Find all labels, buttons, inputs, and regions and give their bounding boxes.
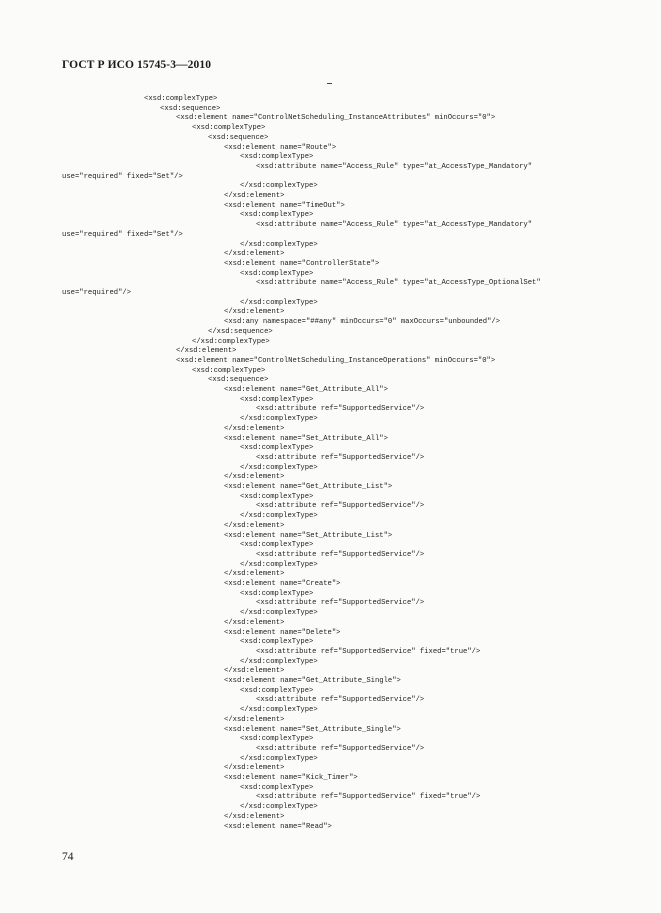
code-line: <xsd:element name="ControlNetScheduling_InstanceAttributes" minOccurs="0"> xyxy=(176,114,496,123)
code-line: </xsd:complexType> xyxy=(240,560,318,569)
code-line: <xsd:attribute ref="SupportedService"/> xyxy=(256,696,425,705)
code-line: </xsd:element> xyxy=(224,308,285,317)
code-line: <xsd:complexType> xyxy=(240,211,314,220)
code-line: </xsd:element> xyxy=(224,473,285,482)
code-line: <xsd:attribute ref="SupportedService"/> xyxy=(256,453,425,462)
code-line: </xsd:complexType> xyxy=(240,182,318,191)
code-line: <xsd:element name="Read"> xyxy=(224,822,332,831)
code-line: <xsd:element name="Set_Attribute_Single"> xyxy=(224,725,401,734)
code-line: <xsd:element name="Get_Attribute_Single"> xyxy=(224,677,401,685)
code-line: <xsd:sequence> xyxy=(160,104,221,113)
code-line: </xsd:element> xyxy=(224,618,285,627)
code-line: </xsd:element> xyxy=(224,715,285,724)
code-line: <xsd:attribute ref="SupportedService" fixed="true"/> xyxy=(256,647,481,656)
code-line: </xsd:complexType> xyxy=(240,706,318,715)
separator-dash xyxy=(327,83,332,84)
code-line: </xsd:complexType> xyxy=(240,754,318,763)
code-line: <xsd:element name="Set_Attribute_List"> xyxy=(224,531,393,540)
code-line: <xsd:attribute ref="SupportedService"/> xyxy=(256,405,425,414)
code-line: <xsd:element name="Get_Attribute_All"> xyxy=(224,386,388,394)
code-line: <xsd:complexType> xyxy=(144,95,218,103)
code-line: <xsd:element name="Set_Attribute_All"> xyxy=(224,434,388,443)
code-line: <xsd:complexType> xyxy=(240,492,314,501)
code-line: <xsd:attribute name="Access_Rule" type="at_AccessType_Mandatory" xyxy=(256,221,533,230)
code-line: use="required"/> xyxy=(62,289,132,297)
code-line: <xsd:element name="Get_Attribute_List"> xyxy=(224,483,393,491)
code-line: <xsd:complexType> xyxy=(192,124,266,133)
code-line: <xsd:any namespace="##any" minOccurs="0" maxOccurs="unbounded"/> xyxy=(224,318,501,327)
code-line: </xsd:element> xyxy=(224,570,285,579)
code-line: <xsd:attribute ref="SupportedService"/> xyxy=(256,550,425,559)
code-line: <xsd:attribute ref="SupportedService"/> xyxy=(256,599,425,608)
code-line: <xsd:complexType> xyxy=(240,589,314,598)
code-line: </xsd:element> xyxy=(224,424,285,433)
code-line: <xsd:attribute name="Access_Rule" type="at_AccessType_Mandatory" xyxy=(256,162,533,171)
code-line: <xsd:sequence> xyxy=(208,133,269,142)
page-number: 74 xyxy=(62,851,74,863)
code-line: <xsd:sequence> xyxy=(208,376,269,385)
code-line: </xsd:complexType> xyxy=(240,463,318,472)
code-line: <xsd:complexType> xyxy=(192,366,266,375)
code-line: <xsd:complexType> xyxy=(240,269,314,278)
code-line: </xsd:complexType> xyxy=(240,803,318,812)
code-line: </xsd:complexType> xyxy=(240,657,318,666)
code-line: </xsd:element> xyxy=(176,347,237,356)
code-line: <xsd:element name="Create"> xyxy=(224,580,341,588)
code-line: <xsd:complexType> xyxy=(240,153,314,162)
code-line: </xsd:element> xyxy=(224,812,285,821)
code-line: </xsd:element> xyxy=(224,667,285,676)
code-line: </xsd:element> xyxy=(224,192,285,200)
code-line: <xsd:complexType> xyxy=(240,783,314,792)
code-line: <xsd:attribute ref="SupportedService"/> xyxy=(256,744,425,753)
page-header-title: ГОСТ Р ИСО 15745-3—2010 xyxy=(62,59,212,71)
code-line: <xsd:attribute ref="SupportedService"/> xyxy=(256,502,425,511)
code-line: <xsd:complexType> xyxy=(240,638,314,647)
code-line: </xsd:complexType> xyxy=(240,298,318,307)
code-line: </xsd:complexType> xyxy=(240,512,318,521)
code-line: <xsd:element name="Route"> xyxy=(224,143,337,152)
code-line: use="required" fixed="Set"/> xyxy=(62,172,183,181)
code-line: </xsd:element> xyxy=(224,521,285,530)
code-line: </xsd:complexType> xyxy=(240,609,318,618)
code-line: <xsd:complexType> xyxy=(240,395,314,404)
code-line: </xsd:element> xyxy=(224,764,285,773)
code-line: use="required" fixed="Set"/> xyxy=(62,230,183,239)
code-line: </xsd:complexType> xyxy=(240,240,318,249)
code-line: <xsd:complexType> xyxy=(240,735,314,744)
code-line: <xsd:element name="Kick_Timer"> xyxy=(224,774,358,782)
code-line: </xsd:complexType> xyxy=(240,415,318,424)
code-line: <xsd:element name="TimeOut"> xyxy=(224,201,345,210)
code-line: <xsd:element name="ControllerState"> xyxy=(224,259,380,268)
code-line: </xsd:complexType> xyxy=(192,337,270,346)
code-line: <xsd:element name="Delete"> xyxy=(224,628,341,637)
code-line: <xsd:attribute ref="SupportedService" fixed="true"/> xyxy=(256,793,481,802)
code-line: <xsd:complexType> xyxy=(240,541,314,550)
code-line: <xsd:attribute name="Access_Rule" type="at_AccessType_OptionalSet" xyxy=(256,279,541,288)
code-line: </xsd:sequence> xyxy=(208,327,273,336)
code-line: </xsd:element> xyxy=(224,250,285,259)
code-line: <xsd:complexType> xyxy=(240,444,314,453)
code-line: <xsd:element name="ControlNetScheduling_InstanceOperations" minOccurs="0"> xyxy=(176,356,496,365)
code-line: <xsd:complexType> xyxy=(240,686,314,695)
